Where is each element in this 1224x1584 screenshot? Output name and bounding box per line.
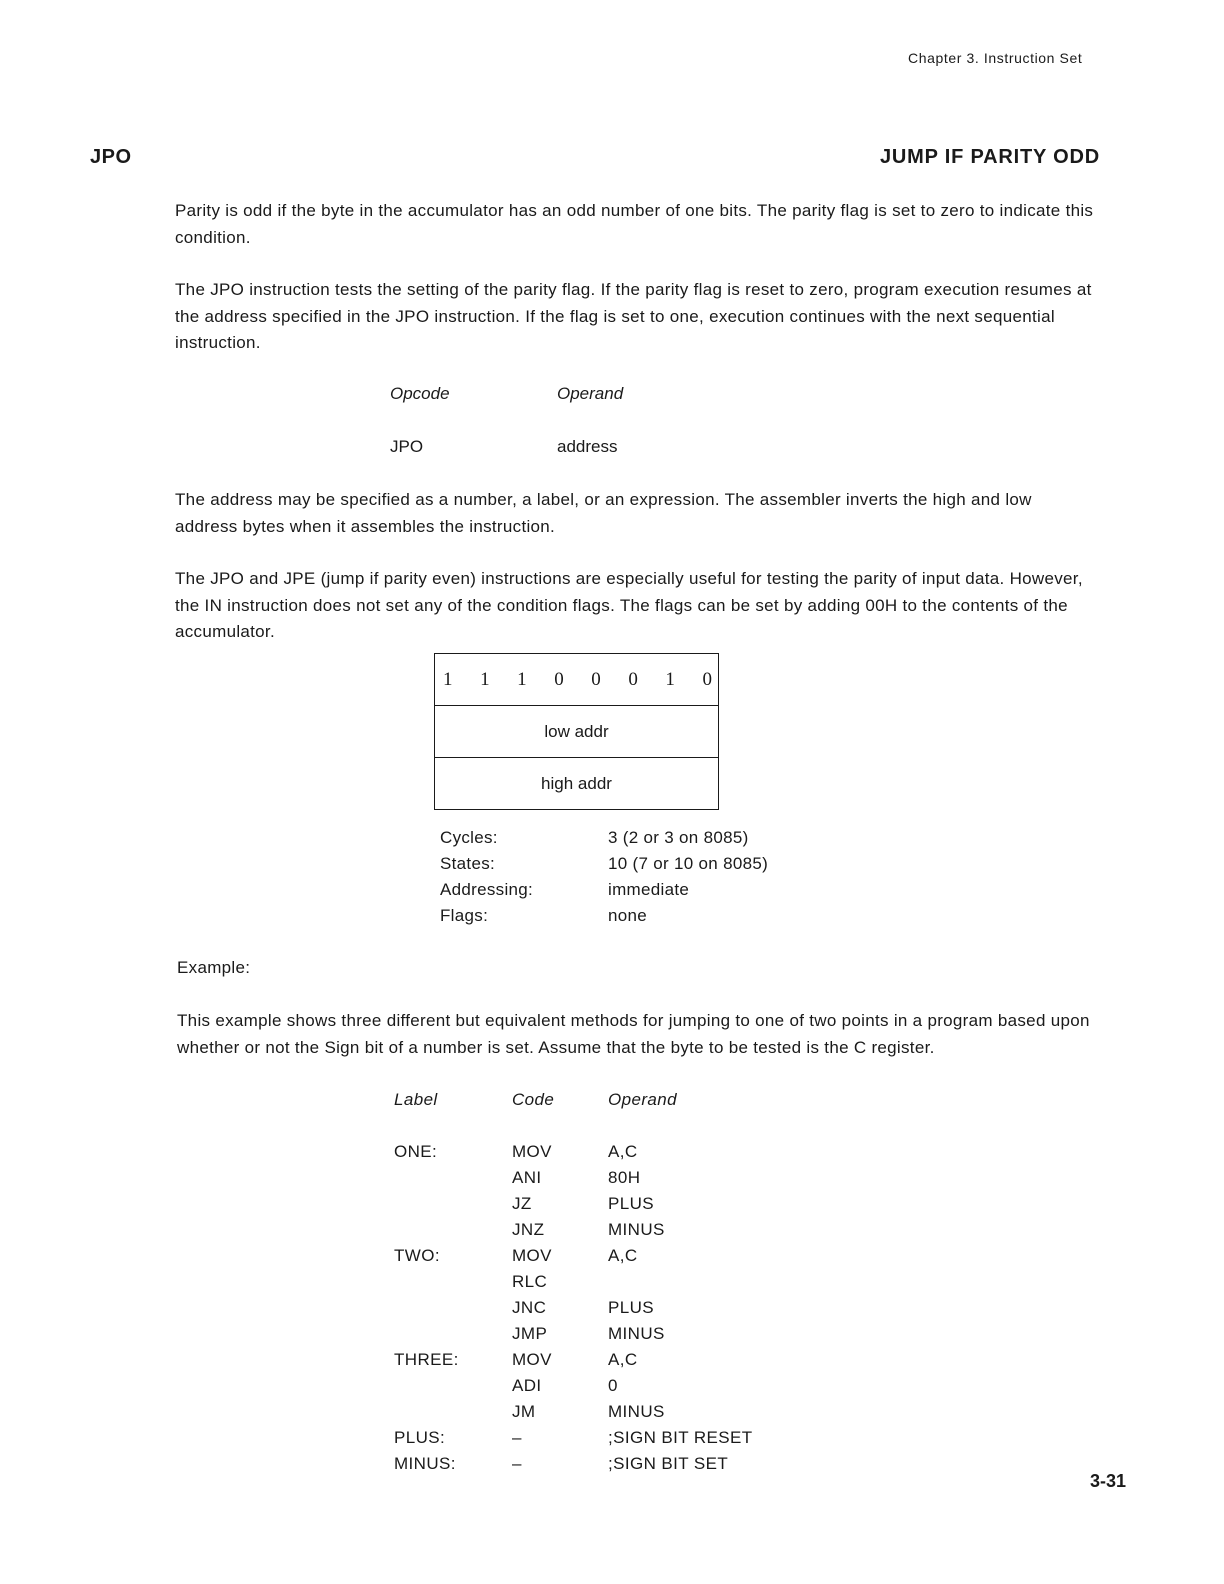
code-label [394, 1165, 512, 1191]
code-label: PLUS: [394, 1428, 446, 1447]
addressing-value: immediate [608, 880, 690, 899]
code-label: MINUS: [394, 1454, 456, 1473]
running-header: Chapter 3. Instruction Set [908, 50, 1083, 66]
code-mnemonic: JNC [512, 1298, 547, 1317]
code-header-row [394, 1087, 753, 1113]
code-mnemonic: JMP [512, 1324, 548, 1343]
paragraph-parity-usage: The JPO and JPE (jump if parity even) instructions are especially useful for testing the parity of input data. However, the IN instruction does not set any of the condition flags. The flags can be set by adding 00H to the contents of the accumulator. [175, 569, 1083, 641]
instruction-title: JUMP IF PARITY ODD [880, 146, 1100, 168]
cycles-label: Cycles: [440, 828, 498, 847]
code-mnemonic: ANI [512, 1168, 542, 1187]
low-addr-byte: low addr [435, 706, 719, 758]
code-label [394, 1295, 512, 1321]
code-mnemonic: ADI [512, 1376, 542, 1395]
bit-3: 0 [591, 668, 601, 690]
code-label [394, 1399, 512, 1425]
code-row [394, 1243, 753, 1269]
code-operand: PLUS [608, 1194, 655, 1213]
code-label [394, 1373, 512, 1399]
code-label: THREE: [394, 1350, 459, 1369]
page-number: 3-31 [1089, 1471, 1126, 1491]
code-row [394, 1295, 753, 1321]
code-operand: A,C [608, 1142, 638, 1161]
code-operand: A,C [608, 1246, 638, 1265]
code-row [394, 1191, 753, 1217]
code-operand: MINUS [608, 1220, 665, 1239]
addressing-label: Addressing: [440, 880, 534, 899]
code-row [394, 1217, 753, 1243]
code-row [394, 1425, 753, 1451]
code-operand: A,C [608, 1350, 638, 1369]
code-operand: ;SIGN BIT SET [608, 1454, 729, 1473]
code-mnemonic: MOV [512, 1350, 552, 1369]
code-row [394, 1321, 753, 1347]
code-mnemonic: – [512, 1454, 522, 1473]
code-mnemonic: MOV [512, 1246, 552, 1265]
code-row [394, 1165, 753, 1191]
high-addr-byte: high addr [435, 758, 719, 810]
code-mnemonic: JM [512, 1402, 536, 1421]
code-label: TWO: [394, 1246, 440, 1265]
code-label [394, 1269, 512, 1295]
cycles-value: 3 (2 or 3 on 8085) [608, 828, 749, 847]
flags-value: none [608, 906, 648, 925]
code-mnemonic: MOV [512, 1142, 552, 1161]
syntax-opcode: JPO [390, 437, 424, 456]
flags-label: Flags: [440, 906, 489, 925]
syntax-operand: address [557, 437, 618, 456]
timing-info [440, 825, 768, 929]
encoding-diagram [434, 653, 719, 810]
bit-7: 1 [443, 668, 453, 690]
code-column-header: Code [512, 1090, 555, 1109]
syntax-operand-header: Operand [557, 384, 624, 403]
bit-5: 1 [517, 668, 527, 690]
bit-0: 0 [702, 668, 712, 690]
syntax-opcode-header: Opcode [390, 384, 450, 403]
operand-column-header: Operand [608, 1090, 677, 1109]
bit-4: 0 [554, 668, 564, 690]
code-listing [394, 1087, 753, 1477]
code-mnemonic: RLC [512, 1272, 548, 1291]
bit-2: 0 [628, 668, 638, 690]
code-operand: 0 [608, 1376, 618, 1395]
code-mnemonic: JNZ [512, 1220, 545, 1239]
code-label [394, 1321, 512, 1347]
code-row [394, 1373, 753, 1399]
states-value: 10 (7 or 10 on 8085) [608, 854, 769, 873]
code-row [394, 1347, 753, 1373]
code-row [394, 1399, 753, 1425]
code-operand: ;SIGN BIT RESET [608, 1428, 753, 1447]
instruction-mnemonic: JPO [90, 146, 132, 168]
bit-1: 1 [665, 668, 675, 690]
code-label: ONE: [394, 1142, 438, 1161]
code-mnemonic: JZ [512, 1194, 532, 1213]
paragraph-jpo-behavior: The JPO instruction tests the setting of the parity flag. If the parity flag is reset to zero, program execution resumes at the address specified in the JPO instruction. If the flag is set to one, execution continues with the next sequential instruction. [175, 280, 1092, 352]
states-label: States: [440, 854, 496, 873]
bit-6: 1 [480, 668, 490, 690]
code-label [394, 1191, 512, 1217]
code-mnemonic: – [512, 1428, 522, 1447]
code-row [394, 1269, 753, 1295]
code-operand: PLUS [608, 1298, 655, 1317]
paragraph-parity-definition: Parity is odd if the byte in the accumulator has an odd number of one bits. The parity flag is set to zero to indicate this condition. [175, 201, 1094, 247]
code-label [394, 1217, 512, 1243]
code-row [394, 1139, 753, 1165]
opcode-byte [435, 654, 719, 706]
paragraph-address-spec: The address may be specified as a number, a label, or an expression. The assembler inverts the high and low address bytes when it assembles the instruction. [175, 490, 1032, 536]
code-operand: MINUS [608, 1402, 665, 1421]
example-label: Example: [177, 958, 251, 977]
label-column-header: Label [394, 1090, 438, 1109]
code-row [394, 1451, 753, 1477]
example-description: This example shows three different but equivalent methods for jumping to one of two points in a program based upon whether or not the Sign bit of a number is set. Assume that the byte to be tested is the C register. [177, 1011, 1090, 1057]
code-operand: MINUS [608, 1324, 665, 1343]
code-operand: 80H [608, 1168, 641, 1187]
